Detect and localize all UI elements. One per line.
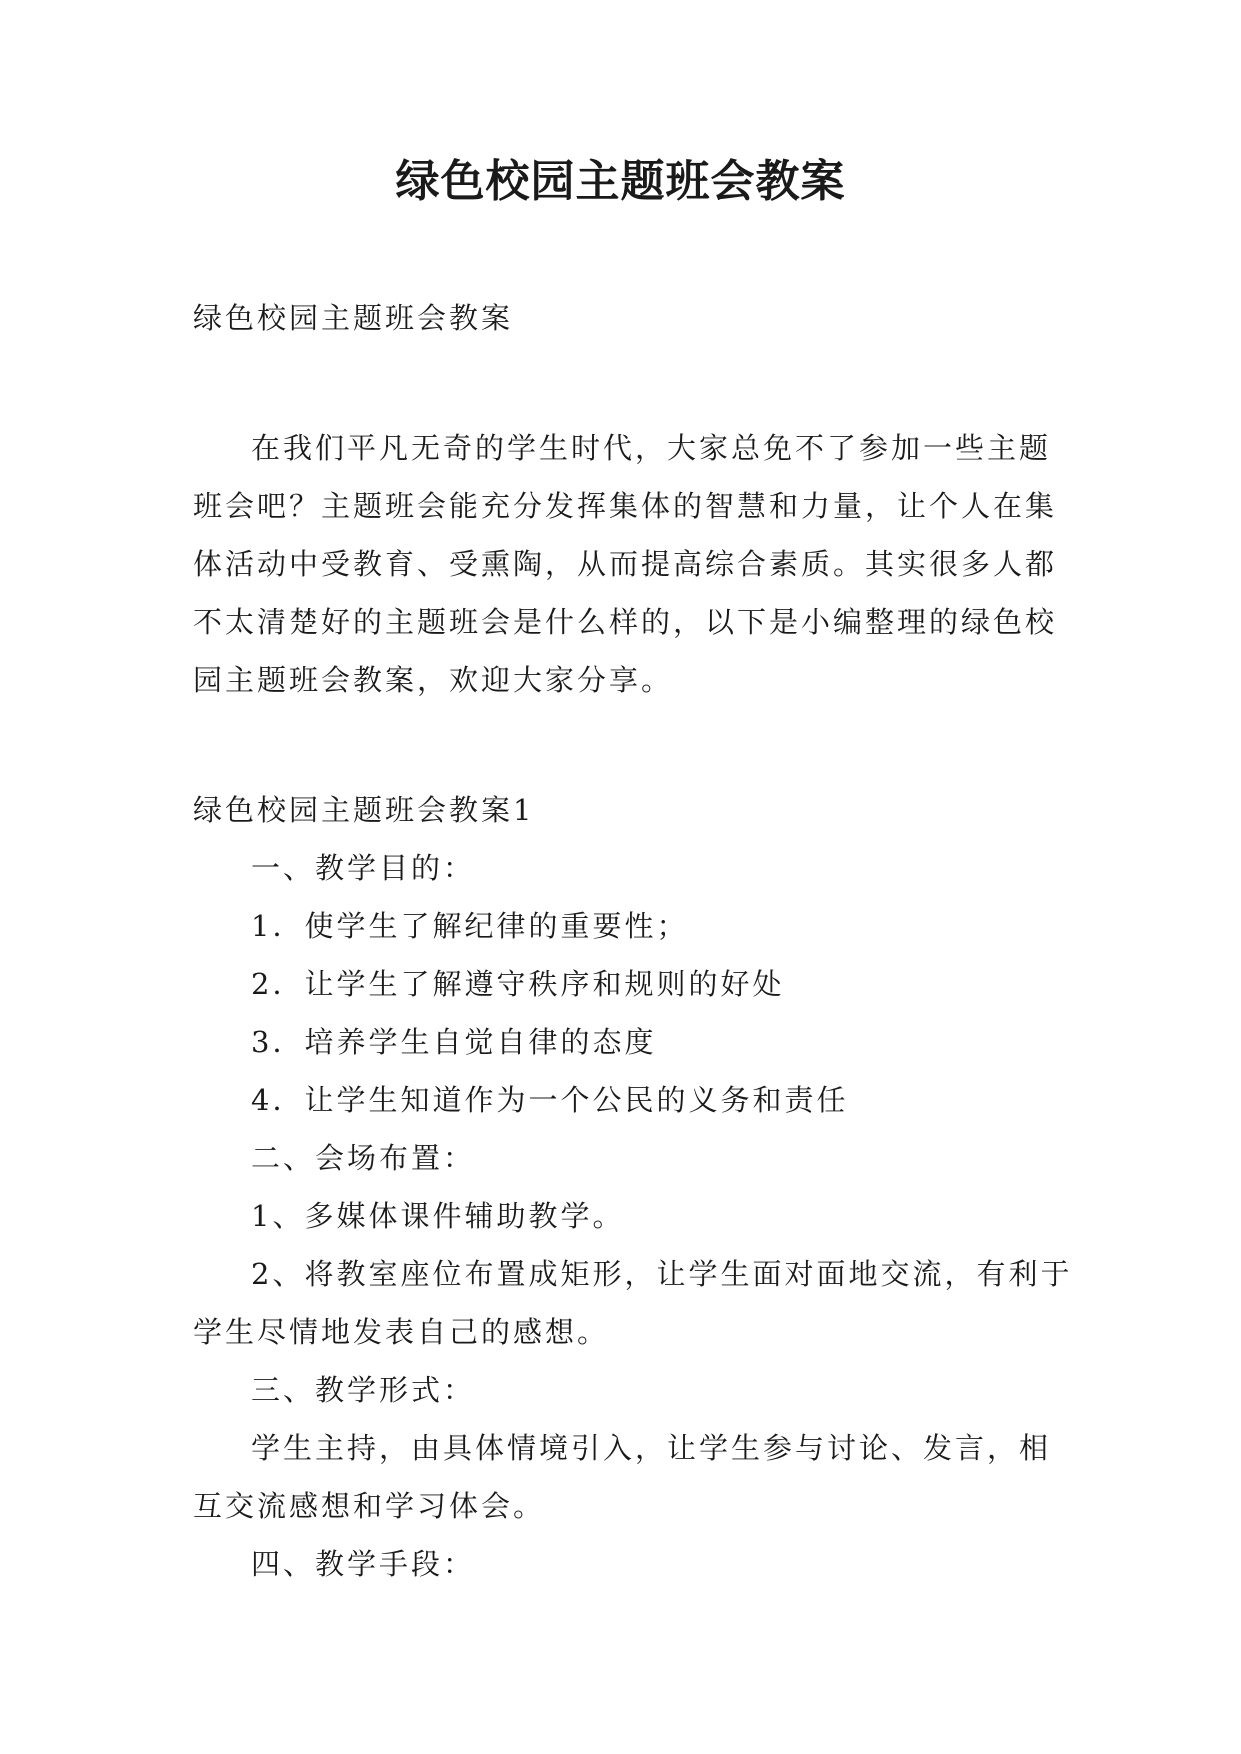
paragraph: 四、教学手段： [251, 1547, 476, 1581]
paragraph: 2．让学生了解遵守秩序和规则的好处 [251, 967, 785, 1001]
document-title: 绿色校园主题班会教案 [395, 156, 846, 207]
document-body [193, 289, 1073, 1593]
paragraph: 二、会场布置： [251, 1141, 476, 1175]
paragraph: 学生主持，由具体情境引入，让学生参与讨论、发言，相互交流感想和学习体会。 [193, 1431, 1052, 1523]
paragraph: 2、将教室座位布置成矩形，让学生面对面地交流，有利于学生尽情地发表自己的感想。 [193, 1257, 1073, 1349]
paragraph: 3．培养学生自觉自律的态度 [251, 1025, 657, 1059]
paragraph: 一、教学目的： [251, 851, 476, 885]
paragraph: 1、多媒体课件辅助教学。 [251, 1199, 625, 1233]
paragraph: 1．使学生了解纪律的重要性； [251, 909, 689, 943]
intro-paragraph: 在我们平凡无奇的学生时代，大家总免不了参加一些主题班会吧？主题班会能充分发挥集体的智慧和力量，让个人在集体活动中受教育、受熏陶，从而提高综合素质。其实很多人都不太清楚好的主题班会是什么样的，以下是小编整理的绿色校园主题班会教案，欢迎大家分享。 [193, 431, 1058, 697]
section-title: 绿色校园主题班会教案1 [193, 793, 535, 827]
paragraph: 4．让学生知道作为一个公民的义务和责任 [251, 1083, 849, 1117]
document-subtitle: 绿色校园主题班会教案 [193, 301, 514, 335]
paragraph: 三、教学形式： [251, 1373, 476, 1407]
